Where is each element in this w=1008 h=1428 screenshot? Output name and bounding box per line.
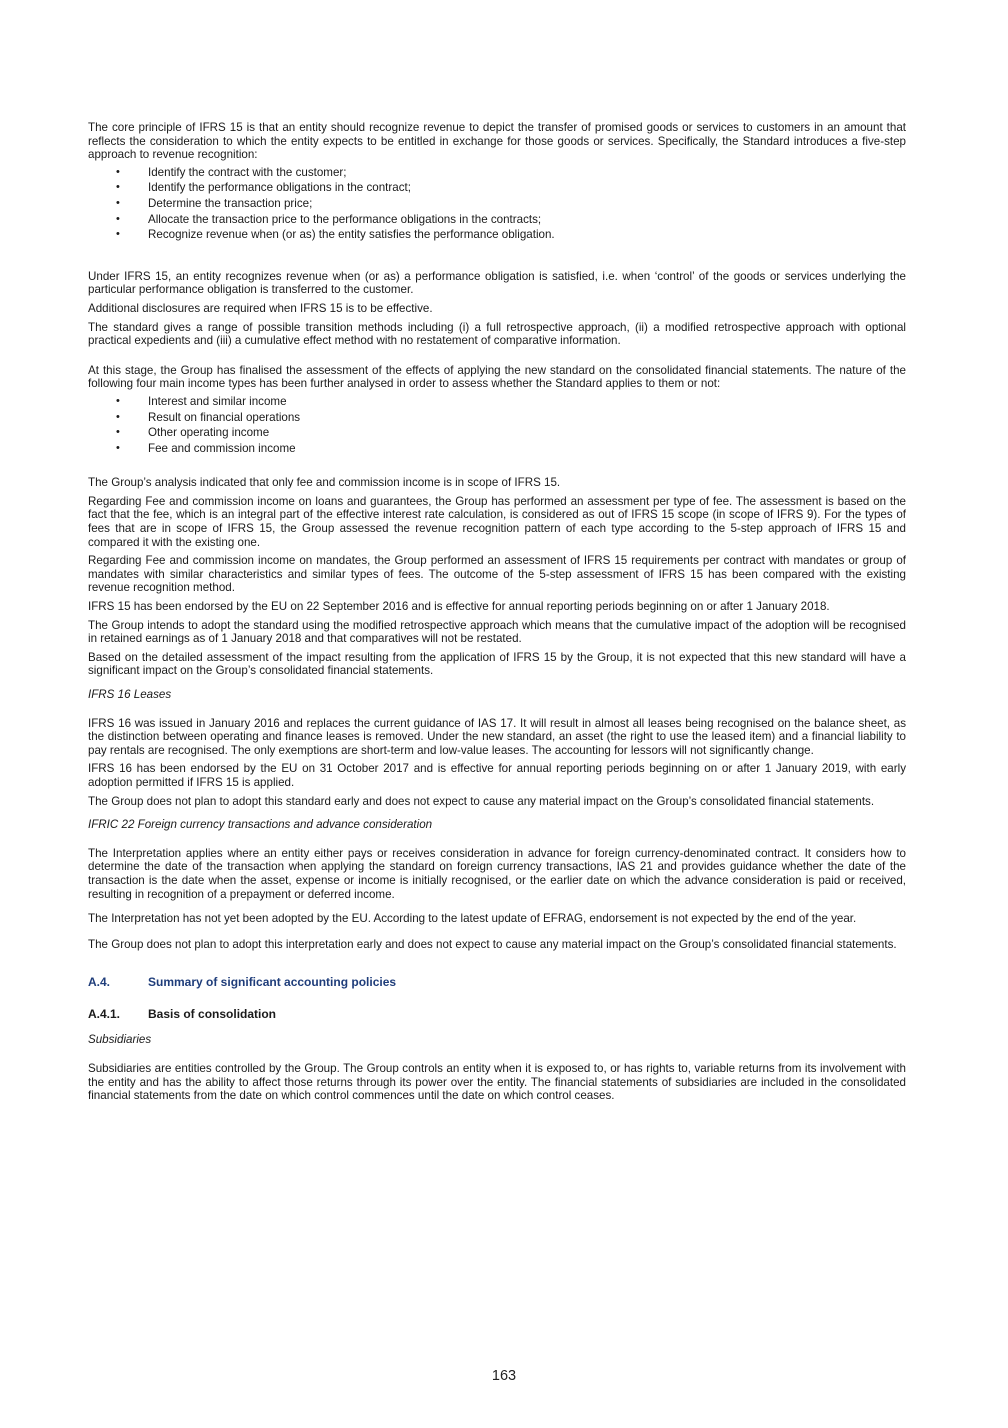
paragraph-group-analysis: The Group’s analysis indicated that only fee and commission income is in scope of IFRS 15.	[88, 476, 561, 490]
page-number: 163	[491, 1368, 517, 1384]
list-item: • Result on financial operations	[88, 410, 906, 426]
section-number: A.4.1.	[88, 1007, 121, 1022]
paragraph-transition-methods: The standard gives a range of possible transition methods including (i) a full retrospective approach, (ii) a modified retrospective approach with optional practical expedients and (iii) a cumulative effect method with no restatement of comparative information.	[88, 320, 906, 348]
list-item: • Identify the contract with the customer;	[88, 165, 906, 181]
paragraph-mandates: Regarding Fee and commission income on mandates, the Group performed an assessment of IFRS 15 requirements per contract with mandates or group of mandates with similar characteristics and similar types of fees. The outcome of the 5-step assessment of IFRS 15 has been compared with the existing revenue recognition method.	[88, 554, 906, 595]
five-step-list	[88, 165, 906, 243]
list-item: • Determine the transaction price;	[88, 196, 906, 212]
paragraph-additional-disclosures: Additional disclosures are required when IFRS 15 is to be effective.	[88, 301, 433, 315]
list-item: • Interest and similar income	[88, 394, 906, 410]
paragraph-ifric22-plan: The Group does not plan to adopt this interpretation early and does not expect to cause any material impact on the Group’s consolidated financial statements.	[88, 937, 897, 951]
section-number: A.4.	[88, 975, 111, 990]
paragraph-ifrs15-impact: Based on the detailed assessment of the impact resulting from the application of IFRS 15 by the Group, it is not expected that this new standard will have a significant impact on the Group’s consolidated financial statements.	[88, 650, 906, 678]
list-item: • Recognize revenue when (or as) the entity satisfies the performance obligation.	[88, 227, 906, 243]
heading-ifrs16: IFRS 16 Leases	[88, 688, 172, 701]
paragraph-ifrs15-core-principle: The core principle of IFRS 15 is that an entity should recognize revenue to depict the transfer of promised goods or services to customers in an amount that reflects the consideration to which the entity expects to be entitled in exchange for those goods or services. Specifically, the Standard introduces a five-step approach to revenue recognition:	[88, 121, 906, 162]
section-title: Basis of consolidation	[148, 1007, 277, 1022]
paragraph-ifrs16-endorsed: IFRS 16 has been endorsed by the EU on 31 October 2017 and is effective for annual reporting periods beginning on or after 1 January 2019, with early adoption permitted if IFRS 15 is applied.	[88, 762, 906, 789]
paragraph-ifric22-applies: The Interpretation applies where an entity either pays or receives consideration in advance for foreign currency-denominated contract. It considers how to determine the date of the transaction when applying the standard on foreign currency transactions, IAS 21 and provides guidance whether the date of the transaction is the date when the asset, expense or income is initially recognised, or the earlier date on which the advance consideration is paid or received, resulting in recognition of a prepayment or deferred income.	[88, 846, 906, 901]
paragraph-ifrs15-adoption: The Group intends to adopt the standard using the modified retrospective approach which means that the cumulative impact of the adoption will be recognised in retained earnings as of 1 January 2018 and that comparatives will not be restated.	[88, 618, 906, 646]
paragraph-ifrs15-endorsed: IFRS 15 has been endorsed by the EU on 22 September 2016 and is effective for annual reporting periods beginning on or after 1 January 2018.	[88, 600, 830, 614]
heading-subsidiaries: Subsidiaries	[88, 1033, 152, 1047]
list-item: • Identify the performance obligations in the contract;	[88, 180, 906, 196]
paragraph-ifrs16-plan: The Group does not plan to adopt this standard early and does not expect to cause any material impact on the Group’s consolidated financial statements.	[88, 794, 875, 808]
list-item: • Allocate the transaction price to the performance obligations in the contracts;	[88, 212, 906, 228]
section-heading-a41	[88, 1007, 906, 1022]
income-types-list	[88, 394, 906, 456]
paragraph-under-ifrs15: Under IFRS 15, an entity recognizes revenue when (or as) a performance obligation is satisfied, i.e. when ‘control’ of the goods or services underlying the particular performance obligation is transferred to the customer.	[88, 269, 906, 297]
heading-ifric22: IFRIC 22 Foreign currency transactions and advance consideration	[88, 818, 433, 832]
section-heading-a4	[88, 975, 906, 990]
paragraph-ifric22-efrag: The Interpretation has not yet been adopted by the EU. According to the latest update of EFRAG, endorsement is not expected by the end of the year.	[88, 912, 857, 926]
paragraph-assessment-stage: At this stage, the Group has finalised the assessment of the effects of applying the new standard on the consolidated financial statements. The nature of the following four main income types has been further analysed in order to assess whether the Standard applies to them or not:	[88, 363, 906, 391]
paragraph-loans-guarantees: Regarding Fee and commission income on loans and guarantees, the Group has performed an assessment per type of fee. The assessment is based on the fact that the fee, which is an integral part of the effective interest rate calculation, is considered as out of IFRS 15 scope (in scope of IFRS 9). For the types of fees that are in scope of IFRS 15, the Group assessed the revenue recognition pattern of each type according to the 5-step approach of IFRS 15 and compared it with the existing one.	[88, 494, 906, 549]
list-item: • Fee and commission income	[88, 441, 906, 457]
paragraph-ifrs16-issued: IFRS 16 was issued in January 2016 and replaces the current guidance of IAS 17. It will result in almost all leases being recognised on the balance sheet, as the distinction between operating and finance leases is removed. Under the new standard, an asset (the right to use the leased item) and a financial liability to pay rentals are recognised. The only exemptions are short-term and low-value leases. The accounting for lessors will not significantly change.	[88, 716, 906, 757]
list-item: • Other operating income	[88, 425, 906, 441]
section-title: Summary of significant accounting policies	[148, 975, 397, 990]
page-body	[88, 121, 906, 1103]
paragraph-subsidiaries: Subsidiaries are entities controlled by the Group. The Group controls an entity when it is exposed to, or has rights to, variable returns from its involvement with the entity and has the ability to affect those returns through its power over the entity. The financial statements of subsidiaries are included in the consolidated financial statements from the date on which control commences until the date on which control ceases.	[88, 1061, 906, 1103]
